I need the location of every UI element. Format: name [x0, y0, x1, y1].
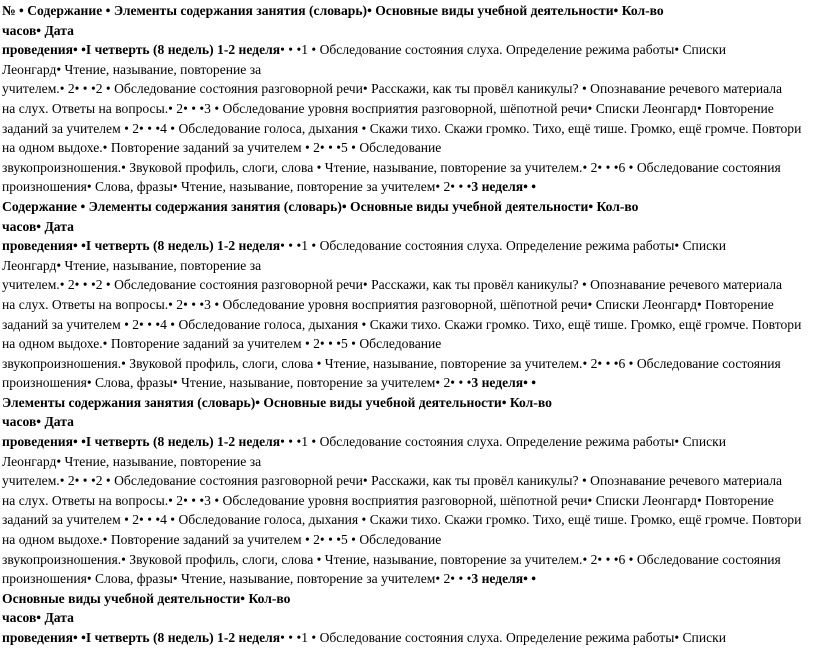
text-line	[2, 452, 812, 472]
text-segment: на одном выдохе.• Повторение заданий за учителем • 2• • •5 • Обследование	[2, 336, 442, 352]
text-line	[2, 608, 812, 628]
text-line	[2, 491, 812, 511]
bold-text-segment: часов• Дата	[2, 610, 74, 626]
text-segment: на одном выдохе.• Повторение заданий за учителем • 2• • •5 • Обследование	[2, 140, 442, 156]
bold-text-segment: проведения• •I четверть (8 недель) 1-2 неделя	[2, 238, 281, 254]
text-segment: • • •1 • Обследование состояния слуха. Определение режима работы• Списки	[280, 434, 727, 450]
text-line	[2, 393, 812, 413]
bold-text-segment: 3 неделя• •	[471, 179, 537, 195]
text-line	[2, 99, 812, 119]
text-segment: на слух. Ответы на вопросы.• 2• • •3 • Обследование уровня восприятия разговорной, шёпотной речи• Списки Леонгард• Повторение	[2, 296, 774, 312]
text-segment: заданий за учителем • 2• • •4 • Обследование голоса, дыхания • Скажи тихо. Скажи громко. Тихо, ещё тише. Громко, ещё громче. Повтори	[2, 120, 802, 136]
text-segment: заданий за учителем • 2• • •4 • Обследование голоса, дыхания • Скажи тихо. Скажи громко. Тихо, ещё тише. Громко, ещё громче. Повтори	[2, 316, 802, 332]
bold-text-segment: 3 неделя• •	[471, 571, 537, 587]
text-line	[2, 79, 812, 99]
bold-text-segment: часов• Дата	[2, 218, 74, 234]
text-line	[2, 158, 812, 178]
bold-text-segment: Основные виды учебной деятельности• Кол-во	[2, 590, 291, 606]
text-line	[2, 628, 812, 648]
text-segment: звукопроизношения.• Звуковой профиль, слоги, слова • Чтение, называние, повторение за учителем.• 2• • •6 • Обследование состояния	[2, 355, 781, 371]
bold-text-segment: часов• Дата	[2, 22, 74, 38]
text-line	[2, 354, 812, 374]
bold-text-segment: проведения• •I четверть (8 недель) 1-2 неделя	[2, 434, 281, 450]
text-line	[2, 138, 812, 158]
text-line	[2, 60, 812, 80]
text-line	[2, 256, 812, 276]
text-line	[2, 197, 812, 217]
text-segment: на слух. Ответы на вопросы.• 2• • •3 • Обследование уровня восприятия разговорной, шёпотной речи• Списки Леонгард• Повторение	[2, 100, 774, 116]
text-line	[2, 334, 812, 354]
text-segment: звукопроизношения.• Звуковой профиль, слоги, слова • Чтение, называние, повторение за учителем.• 2• • •6 • Обследование состояния	[2, 551, 781, 567]
text-line	[2, 1, 812, 21]
text-segment: произношения• Слова, фразы• Чтение, называние, повторение за учителем• 2• • •	[2, 375, 472, 391]
bold-text-segment: 3 неделя• •	[471, 375, 537, 391]
text-line	[2, 432, 812, 452]
text-segment: произношения• Слова, фразы• Чтение, называние, повторение за учителем• 2• • •	[2, 179, 472, 195]
text-line	[2, 119, 812, 139]
text-line	[2, 550, 812, 570]
text-line	[2, 471, 812, 491]
text-segment: Леонгард• Чтение, называние, повторение за	[2, 61, 262, 77]
text-segment: • • •1 • Обследование состояния слуха. Определение режима работы• Списки	[280, 42, 727, 58]
text-line	[2, 315, 812, 335]
text-segment: • • •1 • Обследование состояния слуха. Определение режима работы• Списки	[280, 630, 727, 645]
text-segment: учителем.• 2• • •2 • Обследование состояния разговорной речи• Расскажи, как ты провёл каникулы? • Опознавание речевого материала	[2, 81, 783, 97]
text-segment: звукопроизношения.• Звуковой профиль, слоги, слова • Чтение, называние, повторение за учителем.• 2• • •6 • Обследование состояния	[2, 159, 781, 175]
text-line	[2, 510, 812, 530]
bold-text-segment: проведения• •I четверть (8 недель) 1-2 неделя	[2, 42, 281, 58]
text-segment: Леонгард• Чтение, называние, повторение за	[2, 257, 262, 273]
text-line	[2, 177, 812, 197]
text-segment: учителем.• 2• • •2 • Обследование состояния разговорной речи• Расскажи, как ты провёл каникулы? • Опознавание речевого материала	[2, 473, 783, 489]
text-segment: заданий за учителем • 2• • •4 • Обследование голоса, дыхания • Скажи тихо. Скажи громко. Тихо, ещё тише. Громко, ещё громче. Повтори	[2, 512, 802, 528]
text-segment: на одном выдохе.• Повторение заданий за учителем • 2• • •5 • Обследование	[2, 532, 442, 548]
text-line	[2, 295, 812, 315]
bold-text-segment: проведения• •I четверть (8 недель) 1-2 неделя	[2, 630, 281, 645]
text-segment: на слух. Ответы на вопросы.• 2• • •3 • Обследование уровня восприятия разговорной, шёпотной речи• Списки Леонгард• Повторение	[2, 492, 774, 508]
text-line	[2, 569, 812, 589]
text-line	[2, 530, 812, 550]
text-line	[2, 373, 812, 393]
text-line	[2, 236, 812, 256]
bold-text-segment: № • Содержание • Элементы содержания занятия (словарь)• Основные виды учебной деятельности• Кол-во	[2, 3, 664, 18]
text-line	[2, 21, 812, 41]
text-line	[2, 217, 812, 237]
text-line	[2, 412, 812, 432]
text-line	[2, 275, 812, 295]
text-segment: • • •1 • Обследование состояния слуха. Определение режима работы• Списки	[280, 238, 727, 254]
bold-text-segment: Содержание • Элементы содержания занятия (словарь)• Основные виды учебной деятельности• Кол-во	[2, 198, 639, 214]
bold-text-segment: часов• Дата	[2, 414, 74, 430]
text-segment: произношения• Слова, фразы• Чтение, называние, повторение за учителем• 2• • •	[2, 571, 472, 587]
text-segment: Леонгард• Чтение, называние, повторение за	[2, 453, 262, 469]
bold-text-segment: Элементы содержания занятия (словарь)• Основные виды учебной деятельности• Кол-во	[2, 394, 552, 410]
text-line	[2, 40, 812, 60]
text-line	[2, 589, 812, 609]
text-segment: учителем.• 2• • •2 • Обследование состояния разговорной речи• Расскажи, как ты провёл каникулы? • Опознавание речевого материала	[2, 277, 783, 293]
